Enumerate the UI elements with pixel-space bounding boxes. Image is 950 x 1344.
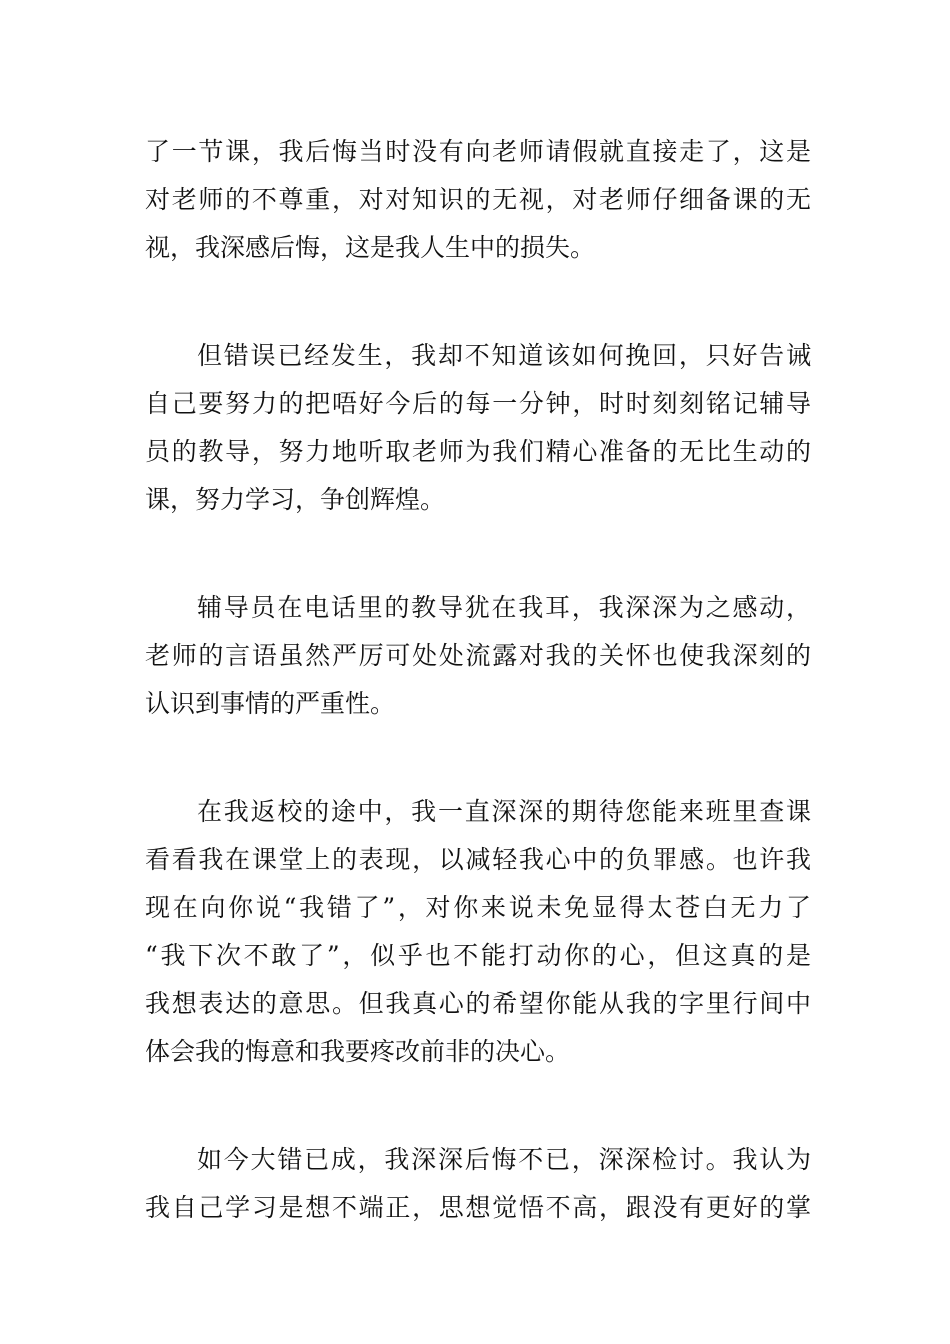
text-line: 了一节课，我后悔当时没有向老师请假就直接走了，这是 bbox=[145, 137, 811, 166]
text-line: 如今大错已成，我深深后悔不已，深深检讨。我认为 bbox=[197, 1145, 811, 1174]
text-line: 现在向你说“我错了”，对你来说未免显得太苍白无力了 bbox=[145, 893, 811, 922]
paragraph-1 bbox=[145, 128, 811, 272]
text-line: 我想表达的意思。但我真心的希望你能从我的字里行间中 bbox=[145, 989, 811, 1018]
text-line: “我下次不敢了”，似乎也不能打动你的心，但这真的是 bbox=[145, 941, 811, 970]
text-line: 在我返校的途中，我一直深深的期待您能来班里查课 bbox=[197, 797, 811, 826]
paragraph-3 bbox=[145, 584, 811, 728]
text-line: 我自己学习是想不端正，思想觉悟不高，跟没有更好的掌 bbox=[145, 1193, 811, 1222]
text-line: 老师的言语虽然严厉可处处流露对我的关怀也使我深刻的 bbox=[145, 641, 811, 670]
paragraph-2 bbox=[145, 332, 811, 524]
text-line: 自己要努力的把唔好今后的每一分钟，时时刻刻铭记辅导 bbox=[145, 389, 811, 418]
document-body bbox=[145, 128, 811, 1292]
text-line: 视，我深感后悔，这是我人生中的损失。 bbox=[145, 233, 596, 262]
text-line: 辅导员在电话里的教导犹在我耳，我深深为之感动， bbox=[197, 593, 811, 622]
text-line: 看看我在课堂上的表现，以减轻我心中的负罪感。也许我 bbox=[145, 845, 811, 874]
text-line: 对老师的不尊重，对对知识的无视，对老师仔细备课的无 bbox=[145, 185, 811, 214]
paragraph-4 bbox=[145, 788, 811, 1076]
paragraph-5 bbox=[145, 1136, 811, 1232]
text-line: 认识到事情的严重性。 bbox=[145, 689, 396, 718]
text-line: 但错误已经发生，我却不知道该如何挽回，只好告诫 bbox=[197, 341, 811, 370]
text-line: 员的教导，努力地听取老师为我们精心准备的无比生动的 bbox=[145, 437, 811, 466]
text-line: 体会我的悔意和我要疼改前非的决心。 bbox=[145, 1037, 571, 1066]
text-line: 课，努力学习，争创辉煌。 bbox=[145, 485, 446, 514]
